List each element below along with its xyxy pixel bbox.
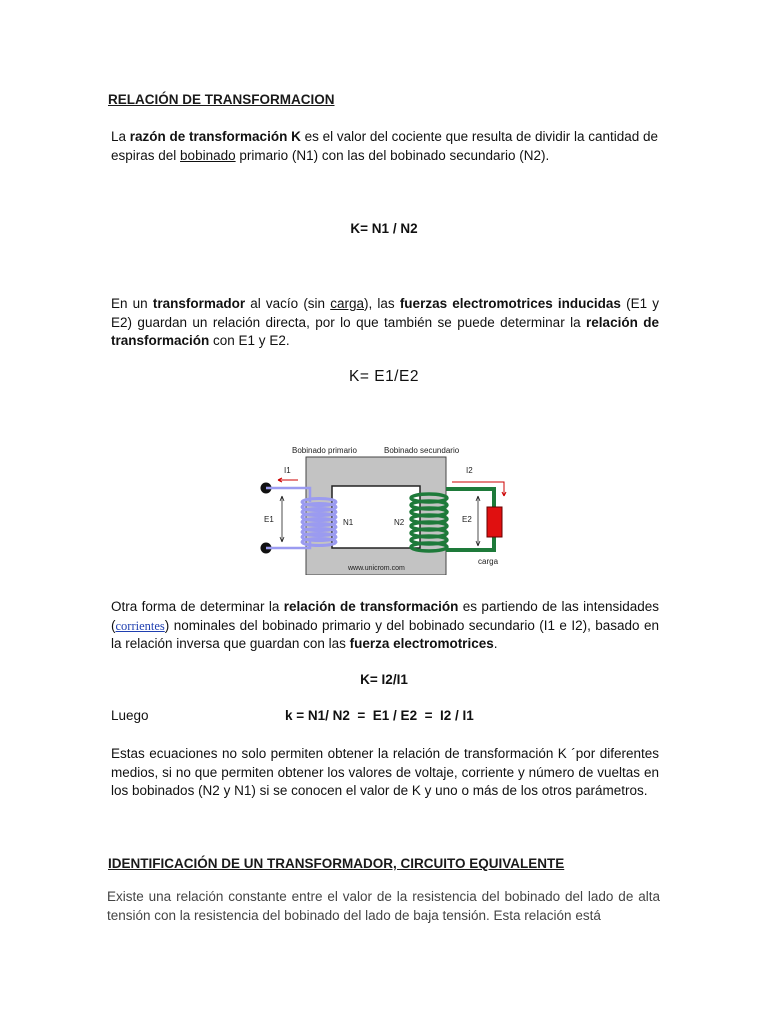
p3-text-2: es partiendo de las intensidades ( xyxy=(111,599,659,633)
p2-text-3: ), las xyxy=(364,296,400,311)
p1-text-1: La xyxy=(111,129,130,144)
link-corrientes[interactable]: corrientes xyxy=(115,618,165,633)
p1-bold-1: razón de transformación K xyxy=(129,129,301,144)
label-i1: I1 xyxy=(284,466,291,475)
p2-text-1: En un xyxy=(111,296,153,311)
e2-arrow xyxy=(476,496,480,546)
label-n1: N1 xyxy=(343,518,354,527)
p3-bold-relacion: relación de transformación xyxy=(283,599,459,614)
label-i2: I2 xyxy=(466,466,473,475)
p2-underline-carga[interactable]: carga xyxy=(330,296,364,311)
paragraph-fuerzas-electromotrices xyxy=(111,295,659,351)
p2-text-5: con E1 y E2. xyxy=(209,333,290,348)
label-n2: N2 xyxy=(394,518,405,527)
core-window xyxy=(332,486,420,548)
paragraph-razon-transformacion xyxy=(111,128,659,165)
formula-k-n1-n2: K= N1 / N2 xyxy=(350,221,418,236)
p1-text-3: primario (N1) con las del bobinado secundario (N2). xyxy=(235,147,550,163)
p2-text-4: (E1 y E2) guardan un relación directa, por lo que también se puede determinar la xyxy=(111,296,659,330)
formula-k-i2-i1: K= I2/I1 xyxy=(360,672,408,687)
i1-arrow xyxy=(278,478,298,482)
label-carga: carga xyxy=(478,557,499,566)
label-e1: E1 xyxy=(264,515,274,524)
diagram-watermark: www.unicrom.com xyxy=(348,565,405,572)
p3-text-1: Otra forma de determinar la xyxy=(111,599,284,614)
luego-label: Luego xyxy=(111,708,149,723)
formula-k-e1-e2: K= E1/E2 xyxy=(349,368,419,385)
p2-bold-fuerzas: fuerzas electromotrices inducidas xyxy=(399,296,621,311)
p2-bold-relacion: relación de transformación xyxy=(111,314,659,348)
section-heading-identificacion: IDENTIFICACIÓN DE UN TRANSFORMADOR, CIRCUITO EQUIVALENTE xyxy=(108,856,565,871)
label-e2: E2 xyxy=(462,515,472,524)
p3-text-4: . xyxy=(493,636,498,651)
load-resistor xyxy=(487,507,502,537)
secondary-coil xyxy=(411,494,447,551)
p3-text-3: ) nominales del bobinado primario y del bobinado secundario (I1 e I2), basado en la relación inversa que guardan con las xyxy=(111,617,659,651)
section-heading-relacion: RELACIÓN DE TRANSFORMACION xyxy=(108,92,335,107)
p1-underline-bobinado[interactable]: bobinado xyxy=(180,147,236,163)
label-bobinado-primario: Bobinado primario xyxy=(292,446,357,455)
paragraph-intensidades xyxy=(111,598,659,654)
p1-text-2: es el valor del cociente que resulta de dividir la cantidad de espiras del xyxy=(111,129,659,163)
paragraph-ecuaciones: Estas ecuaciones no solo permiten obtener la relación de transformación K ´por diferentes medios, si no que permiten obtener los valores de voltaje, corriente y número de vueltas en los bobinados (N2 y N1) si se conocen el valor de K y uno o más de los otros parámetros. xyxy=(111,746,659,798)
p2-bold-transformador: transformador xyxy=(152,296,246,311)
formula-combined: k = N1/ N2 = E1 / E2 = I2 / I1 xyxy=(285,708,474,723)
p3-bold-fuerza: fuerza electromotrices xyxy=(349,636,494,651)
paragraph-resistencia: Existe una relación constante entre el valor de la resistencia del bobinado del lado de alta tensión con la resistencia del bobinado del lado de baja tensión. Esta relación está xyxy=(107,889,660,923)
p2-text-2: al vacío (sin xyxy=(245,296,331,311)
label-bobinado-secundario: Bobinado secundario xyxy=(384,446,460,455)
transformer-diagram xyxy=(256,440,516,575)
e1-arrow xyxy=(280,496,284,542)
